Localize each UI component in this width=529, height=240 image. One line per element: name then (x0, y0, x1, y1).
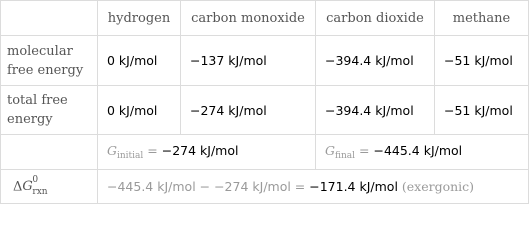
row-label-total-free-energy: total free energy (1, 86, 98, 135)
table-cell: −394.4 kJ/mol (316, 36, 435, 86)
standard-state-superscript: 0 (32, 174, 39, 185)
table-cell: −137 kJ/mol (181, 36, 316, 86)
reaction-row (1, 170, 529, 204)
column-header-carbon-dioxide: carbon dioxide (316, 1, 435, 36)
delta-symbol: Δ (13, 179, 23, 194)
reaction-g-symbol: G (22, 178, 33, 194)
rxn-subscript: rxn (32, 186, 48, 197)
column-header-hydrogen: hydrogen (98, 1, 181, 36)
initial-g-symbol: G (107, 143, 117, 158)
row-label-molecular-free-energy: molecular free energy (1, 36, 98, 86)
initial-final-row (1, 135, 529, 170)
column-header-methane: methane (435, 1, 529, 36)
initial-subscript: initial (117, 151, 144, 161)
table-cell: −394.4 kJ/mol (316, 86, 435, 135)
header-corner-cell (1, 1, 98, 36)
column-header-carbon-monoxide: carbon monoxide (181, 1, 316, 36)
initial-equals: = (143, 143, 162, 158)
table-row (1, 36, 529, 86)
table-cell: −51 kJ/mol (435, 36, 529, 86)
table-cell: 0 kJ/mol (98, 86, 181, 135)
header-row (1, 1, 529, 36)
table-cell: −274 kJ/mol (181, 86, 316, 135)
final-free-energy-value: −445.4 kJ/mol (373, 143, 463, 158)
initial-free-energy-value: −274 kJ/mol (161, 143, 239, 158)
reaction-free-energy-cell (98, 170, 529, 204)
initial-free-energy-cell (98, 135, 316, 170)
reaction-free-energy-result: −171.4 kJ/mol (309, 179, 398, 194)
table-cell: 0 kJ/mol (98, 36, 181, 86)
table-row (1, 86, 529, 135)
table-cell: −51 kJ/mol (435, 86, 529, 135)
delta-g-rxn-symbol (22, 174, 48, 197)
reaction-free-energy-label (1, 170, 98, 204)
final-g-symbol: G (325, 143, 335, 158)
final-equals: = (355, 143, 374, 158)
final-subscript: final (335, 151, 356, 161)
empty-label-cell (1, 135, 98, 170)
exergonic-note: (exergonic) (397, 179, 475, 194)
reaction-expression: −445.4 kJ/mol − −274 kJ/mol = (107, 179, 310, 194)
final-free-energy-cell (316, 135, 529, 170)
